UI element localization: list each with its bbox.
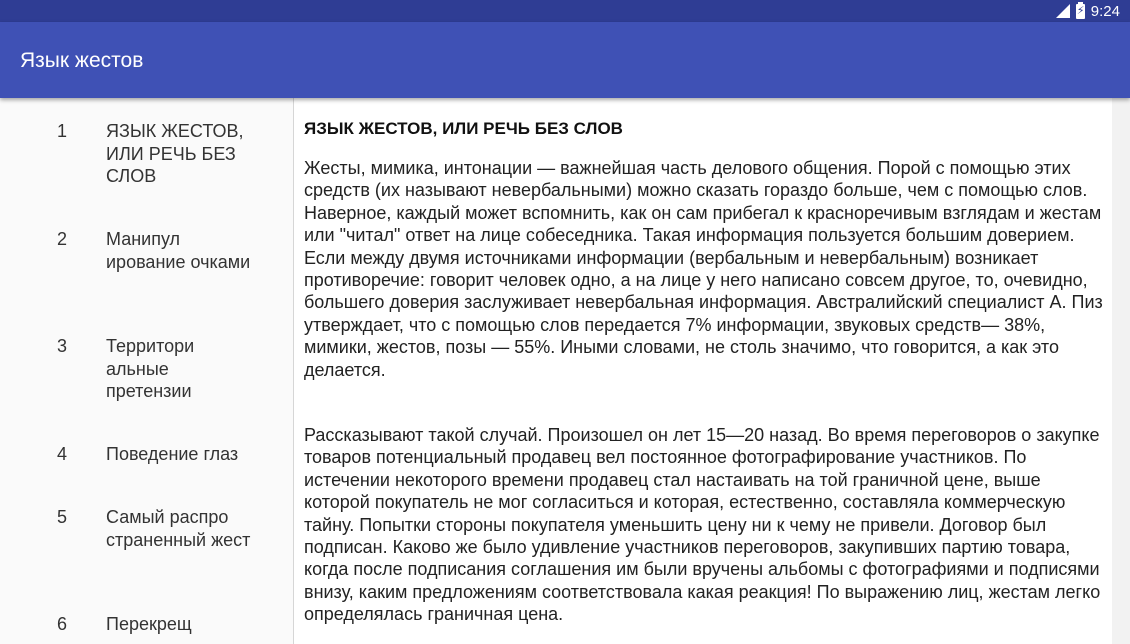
toc-item-number: 2 — [57, 229, 68, 249]
toc-item-number: 3 — [57, 336, 68, 356]
article-content[interactable] — [294, 98, 1112, 644]
toc-item-number: 5 — [57, 507, 68, 527]
content-right-edge — [1112, 98, 1130, 644]
toc-item-label: ЯЗЫК ЖЕСТОВ, ИЛИ РЕЧЬ БЕЗ СЛОВ — [106, 121, 244, 186]
article-paragraph: Жесты, мимика, интонации — важнейшая часть делового общения. Порой с помощью этих средств (их называют невербальными) можно сказать гораздо больше, чем с помощью слов. Наверное, каждый может вспомнить, как он сам прибегал к красноречивым взглядам и жестам или "читал" ответ на лице собеседника. Такая информация пользуется большим доверием. Если между двумя источниками информации (вербальным и невербальным) возникает противоречие: говорит человек одно, а на лице у него написано совсем другое, то, очевидно, большего доверия заслуживает невербальная информация. Австралийский специалист А. Пиз утверждает, что с помощью слов передается 7% информации, звуковых средств— 38%, мимики, жестов, позы — 55%. Иными словами, не столь значимо, что говорится, а как это делается. — [304, 158, 1103, 380]
signal-icon — [1056, 4, 1070, 18]
article-paragraph: Рассказывают такой случай. Произошел он лет 15—20 назад. Во время переговоров о закупке товаров потенциальный продавец вел постоянное фотографирование участников. По истечении некоторого времени продавец стал настаивать на той граничной цене, выше которой покупатель не мог согласиться и которая, естественно, составляла коммерческую тайну. Попытки стороны покупателя уменьшить цену ни к чему не привели. Договор был подписан. Каково же было удивление участников переговоров, закупивших партию товара, когда после подписания соглашения им были вручены альбомы с фотографиями и подписями внизу, каким предложениям соответствовала какая реакция! По выражению лиц, жестам легко определялась граничная цена. — [304, 425, 1101, 625]
toc-item-number: 6 — [57, 614, 68, 634]
toc-item-label: Манипул ирование очками — [106, 229, 251, 272]
status-time: 9:24 — [1090, 2, 1120, 20]
battery-charging-icon: ⚡ — [1076, 4, 1085, 17]
toc-item-number: 1 — [57, 121, 68, 141]
app-bar — [0, 22, 1130, 98]
toc-sidebar — [0, 98, 294, 644]
status-bar — [0, 0, 1130, 22]
toc-item-label: Перекрещ — [106, 614, 192, 634]
toc-item-label: Поведение глаз — [106, 444, 239, 464]
article-title: ЯЗЫК ЖЕСТОВ, ИЛИ РЕЧЬ БЕЗ СЛОВ — [304, 119, 623, 138]
toc-item-label: Территори альные претензии — [106, 336, 195, 401]
toc-item-number: 4 — [57, 444, 68, 464]
toc-item-label: Самый распро страненный жест — [106, 507, 251, 550]
app-title: Язык жестов — [20, 49, 144, 72]
